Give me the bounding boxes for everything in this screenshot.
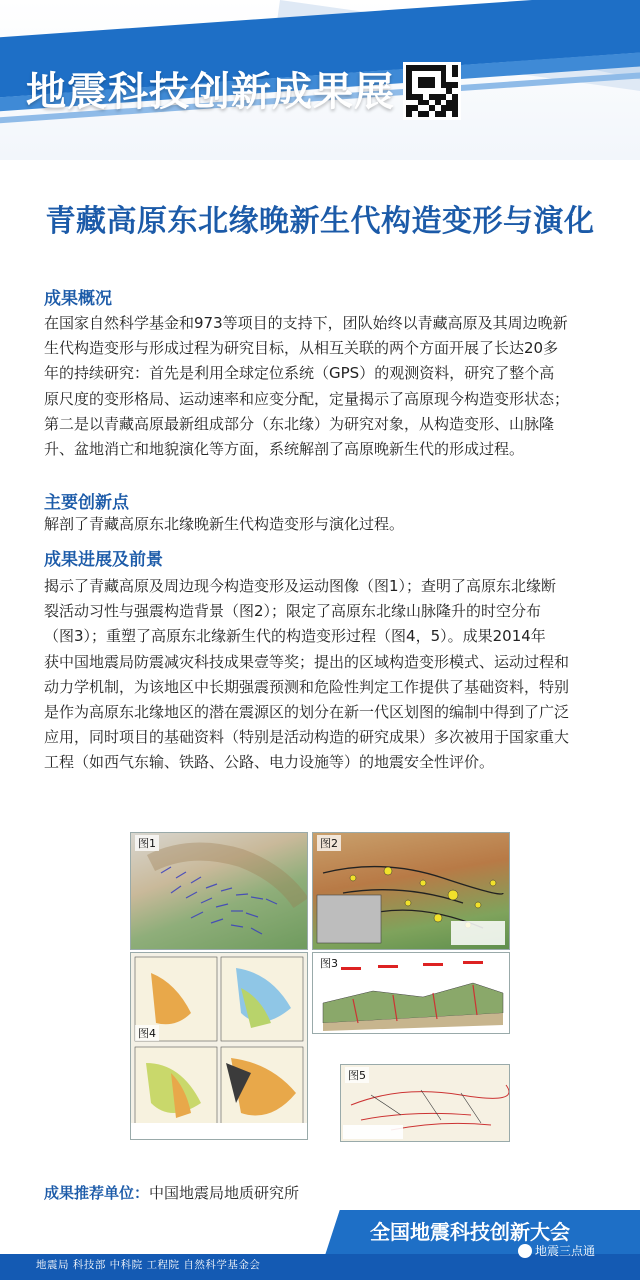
text-line: 获中国地震局防震减灾科技成果壹等奖；提出的区域构造变形模式、运动过程和 [44, 652, 570, 671]
evolution-diagram [131, 953, 307, 1139]
qr-module [452, 111, 458, 117]
text-line: 年的持续研究：首先是利用全球定位系统（GPS）的观测资料，研究了整个高 [44, 364, 555, 383]
figure-label: 图1 [135, 835, 159, 851]
wechat-icon [518, 1244, 532, 1258]
text-line: 应用，同时项目的基础资料（特别是活动构造的研究成果）多次被用于国家重大 [44, 728, 570, 747]
figure-4-evolution-panels [130, 952, 308, 1140]
recommender-line [44, 1182, 299, 1203]
conference-name: 全国地震科技创新大会 [370, 1220, 570, 1244]
figure-label: 图3 [317, 955, 341, 971]
text-line: 原尺度的变形格局、运动速率和应变分配，定量揭示了高原现今构造变形状态； [44, 389, 570, 408]
section-heading-progress: 成果进展及前景 [44, 550, 163, 570]
text-line: 解剖了青藏高原东北缘晚新生代构造变形与演化过程。 [44, 515, 405, 533]
text-line: 揭示了青藏高原及周边现今构造变形及运动图像（图1）；查明了高原东北缘断 [44, 577, 557, 595]
text-line: 动力学机制，为该地区中长期强震预测和危险性判定工作提供了基础资料，特别 [44, 677, 570, 696]
figure-label: 图4 [135, 1025, 159, 1041]
section-body-innovation [44, 512, 616, 537]
section-heading-overview: 成果概况 [44, 289, 112, 309]
uplift-block-diagram [313, 953, 509, 1033]
recommender-unit: 中国地震局地质研究所 [149, 1184, 300, 1202]
figure-label: 图5 [345, 1067, 369, 1083]
text-line: 升、盆地消亡和地貌演化等方面，系统解剖了高原晚新生代的形成过程。 [44, 440, 525, 459]
section-body-overview [44, 311, 616, 462]
section-body-progress [44, 574, 616, 776]
section-heading-innovation: 主要创新点 [44, 493, 129, 513]
text-line: 生代构造变形与形成过程为研究目标，从相互关联的两个方面开展了长达20多 [44, 339, 559, 358]
figure-2-seismicity-map [312, 832, 510, 950]
text-line: 工程（如西气东输、铁路、公路、电力设施等）的地震安全性评价。 [44, 753, 495, 772]
recommender-label: 成果推荐单位： [44, 1184, 150, 1202]
wechat-account: 地震三点通 [535, 1244, 596, 1258]
figure-3-uplift-section [312, 952, 510, 1034]
text-line: （图3）；重塑了高原东北缘新生代的构造变形过程（图4，5）。成果2014年 [44, 627, 546, 646]
exhibition-title: 地震科技创新成果展 [26, 69, 395, 115]
text-line: 裂活动习性与强震构造背景（图2）；限定了高原东北缘山脉隆升的时空分布 [44, 602, 542, 621]
qr-code-icon[interactable] [403, 62, 461, 120]
sponsor-list: 地震局 科技部 中科院 工程院 自然科学基金会 [36, 1259, 261, 1271]
figure-1-gps-map [130, 832, 308, 950]
text-line: 是作为高原东北缘地区的潜在震源区的划分在新一代区划图的编制中得到了广泛 [44, 703, 570, 722]
text-line: 第二是以青藏高原最新组成部分（东北缘）为研究对象，从构造变形、山脉隆 [44, 414, 555, 433]
poster-title: 青藏高原东北缘晚新生代构造变形与演化 [45, 204, 595, 239]
wechat-watermark [518, 1242, 595, 1259]
earthquake-epicenters [313, 833, 509, 949]
figure-label: 图2 [317, 835, 341, 851]
text-line: 在国家自然科学基金和973等项目的支持下，团队始终以青藏高原及其周边晚新 [44, 314, 568, 332]
figure-5-fault-map [340, 1064, 510, 1142]
